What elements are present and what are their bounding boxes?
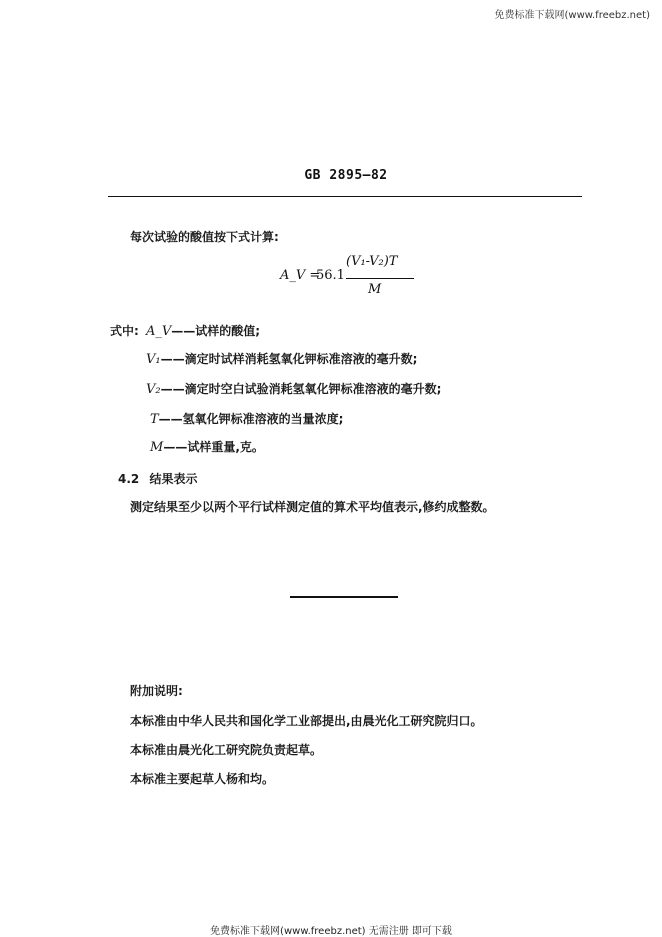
notes-heading: 附加说明: [130, 684, 183, 698]
definition-symbol: V₂ [146, 382, 161, 397]
section-title: 结果表示 [149, 472, 198, 486]
definition-text: ——试样的酸值; [171, 324, 261, 338]
watermark-top: 免费标准下载网(www.freebz.net) [494, 10, 650, 21]
note-line: 本标准由中华人民共和国化学工业部提出,由晨光化工研究院归口。 [130, 714, 483, 728]
definition-symbol: M [150, 440, 164, 455]
definition-text: ——氢氧化钾标准溶液的当量浓度; [158, 412, 344, 426]
formula-lhs: A_V = [280, 268, 321, 283]
definition-symbol: A_V [146, 324, 172, 339]
definition-text: ——滴定时试样消耗氢氧化钾标准溶液的毫升数; [160, 352, 418, 366]
definition-row [150, 410, 343, 427]
fraction-bar [346, 278, 414, 279]
definition-row [146, 380, 441, 397]
note-line: 本标准由晨光化工研究院负责起草。 [130, 743, 323, 757]
end-rule [290, 596, 398, 598]
definition-text: ——试样重量,克。 [163, 440, 264, 454]
definition-text: ——滴定时空白试验消耗氢氧化钾标准溶液的毫升数; [160, 382, 442, 396]
definition-row [146, 350, 417, 367]
section-heading [118, 470, 197, 487]
header-rule [108, 196, 582, 197]
section-number: 4.2 [118, 472, 140, 486]
note-line: 本标准主要起草人杨和均。 [130, 772, 275, 786]
where-prefix: 式中: [110, 324, 139, 338]
watermark-bottom: 免费标准下载网(www.freebz.net) 无需注册 即可下载 [210, 926, 452, 937]
definition-symbol: T [150, 412, 159, 427]
formula-coefficient: 56.1 [316, 268, 345, 283]
definition-row [146, 322, 260, 339]
definition-symbol: V₁ [146, 352, 161, 367]
formula-intro: 每次试验的酸值按下式计算: [130, 230, 279, 244]
result-paragraph: 测定结果至少以两个平行试样测定值的算术平均值表示,修约成整数。 [130, 500, 495, 514]
formula-denominator: M [368, 282, 382, 297]
standard-code-header: GB 2895—82 [304, 168, 388, 183]
definition-row [150, 438, 264, 455]
formula-numerator: (V₁-V₂)T [346, 254, 398, 269]
